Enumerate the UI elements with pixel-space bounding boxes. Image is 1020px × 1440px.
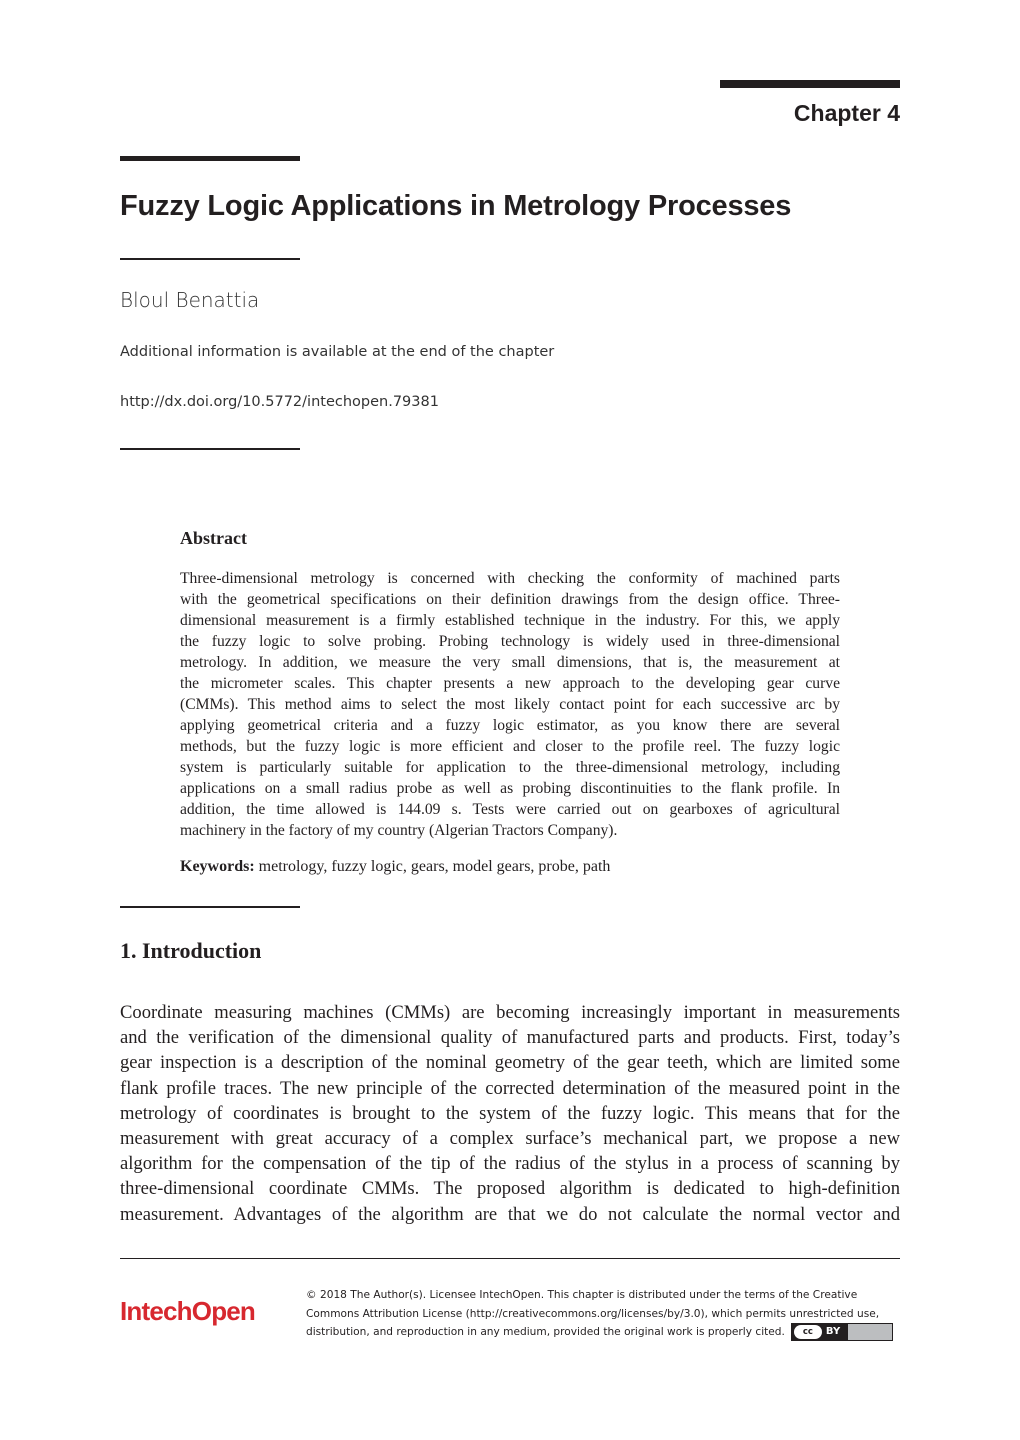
title-rule xyxy=(120,156,300,161)
abstract-line: Three-dimensional metrology is concerned with checking the conformity of machined parts xyxy=(180,570,840,587)
abstract-line: machinery in the factory of my country (Algerian Tractors Company). xyxy=(180,822,618,839)
intechopen-logo: IntechOpen xyxy=(120,1296,256,1326)
chapter-title: Fuzzy Logic Applications in Metrology Processes xyxy=(120,190,792,222)
license-notice xyxy=(306,1286,906,1342)
author-name: Bloul Benattia xyxy=(120,288,260,312)
license-line-last xyxy=(306,1323,906,1342)
section-heading-introduction: 1. Introduction xyxy=(120,938,262,963)
abstract-line: the fuzzy logic to solve probing. Probing technology is widely used in three-dimensional xyxy=(180,633,840,650)
abstract-line: metrology. In addition, we measure the very small dimensions, that is, the measurement at xyxy=(180,654,840,671)
abstract-line: system is particularly suitable for application to the three-dimensional metrology, including xyxy=(180,759,840,776)
intro-line: flank profile traces. The new principle of the corrected determination of the measured point in the xyxy=(120,1077,900,1099)
by-label: BY xyxy=(825,1326,841,1337)
abstract-line: with the geometrical specifications on their definition drawings from the design office. Three- xyxy=(180,591,840,608)
chapter-label: Chapter 4 xyxy=(793,100,900,126)
license-line: Commons Attribution License (http://creativecommons.org/licenses/by/3.0), which permits unrestricted use, xyxy=(306,1307,880,1320)
intro-line: three-dimensional coordinate CMMs. The proposed algorithm is dedicated to high-definition xyxy=(120,1178,900,1200)
keywords-list: metrology, fuzzy logic, gears, model gears, probe, path xyxy=(258,858,611,875)
abstract-line: dimensional measurement is a firmly established technique in the industry. For this, we apply xyxy=(180,612,840,629)
title-divider xyxy=(120,258,300,260)
header-rule xyxy=(720,80,900,88)
abstract-line: the micrometer scales. This chapter presents a new approach to the developing gear curve xyxy=(180,675,840,692)
intro-line: gear inspection is a description of the nominal geometry of the gear teeth, which are limited some xyxy=(120,1052,900,1074)
abstract-body xyxy=(180,568,840,841)
introduction-body xyxy=(120,1000,900,1227)
license-line: distribution, and reproduction in any medium, provided the original work is properly cited. xyxy=(306,1326,785,1338)
intro-line: and the verification of the dimensional quality of manufactured parts and products. First, today’s xyxy=(120,1027,900,1049)
abstract-line: applying geometrical criteria and a fuzzy logic estimator, as you know there are several xyxy=(180,717,840,734)
keywords xyxy=(180,858,610,876)
intro-line: measurement. Advantages of the algorithm are that we do not calculate the normal vector and xyxy=(120,1203,900,1225)
abstract-line: applications on a small radius probe as well as probing discontinuities to the flank profile. In xyxy=(180,780,840,797)
meta-divider xyxy=(120,448,300,450)
abstract-heading: Abstract xyxy=(180,528,247,548)
doi-link[interactable]: http://dx.doi.org/10.5772/intechopen.79381 xyxy=(120,394,439,410)
additional-info: Additional information is available at the end of the chapter xyxy=(120,344,555,360)
abstract-line: addition, the time allowed is 144.09 s. Tests were carried out on gearboxes of agricultural xyxy=(180,801,840,818)
license-line: © 2018 The Author(s). Licensee IntechOpen. This chapter is distributed under the terms of the Creative xyxy=(306,1289,858,1301)
abstract-line: (CMMs). This method aims to select the most likely contact point for each successive arc by xyxy=(180,696,840,713)
intro-line: Coordinate measuring machines (CMMs) are becoming increasingly important in measurements xyxy=(120,1002,900,1023)
keywords-label: Keywords: xyxy=(180,858,255,875)
intro-line: metrology of coordinates is brought to the system of the fuzzy logic. This means that for the xyxy=(120,1102,900,1124)
cc-by-badge-icon[interactable] xyxy=(791,1323,893,1341)
intro-line: algorithm for the compensation of the tip of the radius of the stylus in a process of scanning by xyxy=(120,1153,900,1175)
section-divider xyxy=(120,906,300,908)
abstract-line: methods, but the fuzzy logic is more efficient and closer to the profile reel. The fuzzy logic xyxy=(180,738,840,755)
intro-line: measurement with great accuracy of a complex surface’s mechanical part, we propose a new xyxy=(120,1128,900,1150)
cc-label: cc xyxy=(794,1325,822,1339)
footer-rule xyxy=(120,1258,900,1259)
